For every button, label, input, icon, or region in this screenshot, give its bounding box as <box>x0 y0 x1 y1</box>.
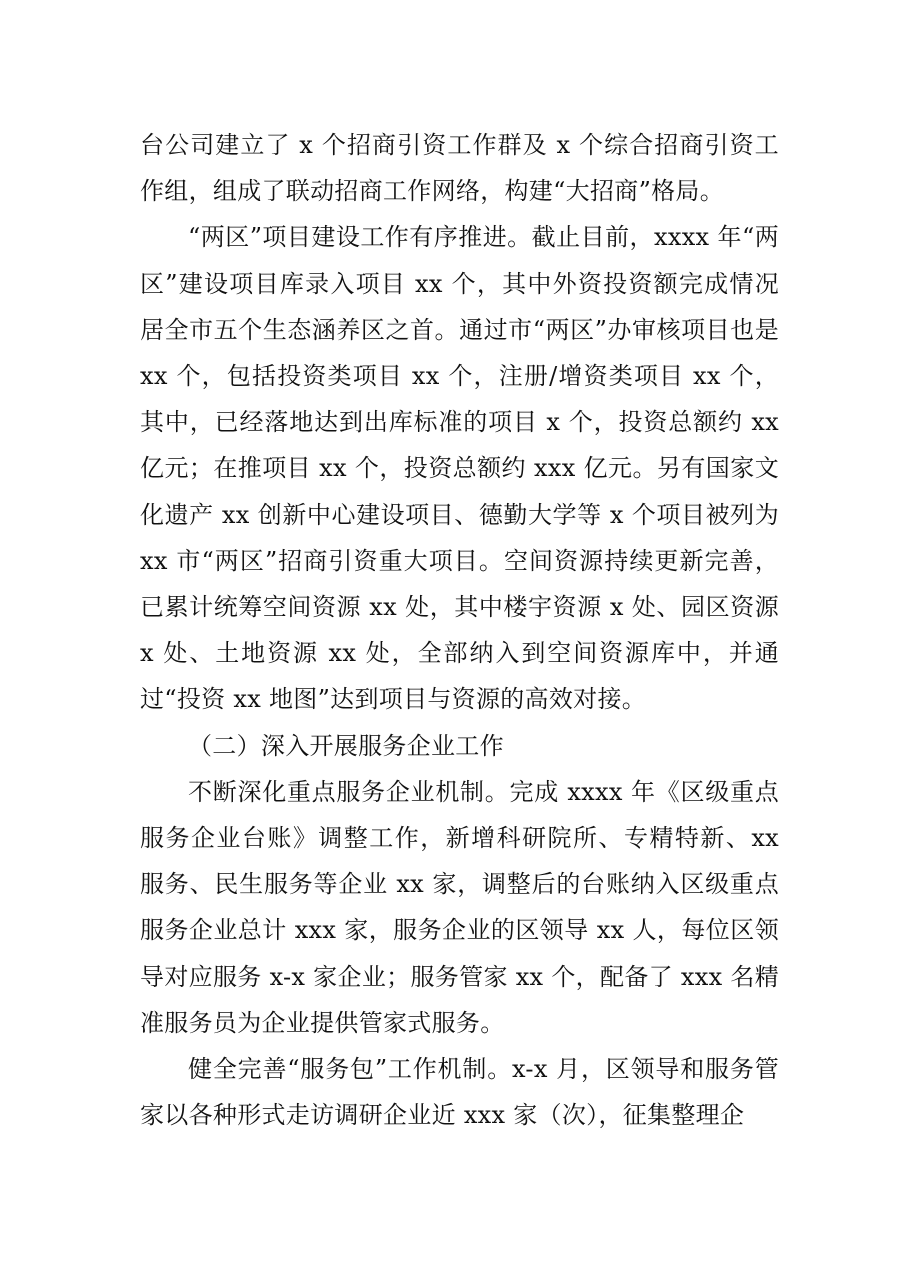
paragraph-service-package: 健全完善“服务包”工作机制。x-x 月，区领导和服务管家以各种形式走访调研企业近 xxx 家（次），征集整理企 <box>140 1055 779 1130</box>
paragraph-two-zones-projects: “两区”项目建设工作有序推进。截止目前，xxxx 年“两区”建设项目库录入项目 xx 个，其中外资投资额完成情况居全市五个生态涵养区之首。通过市“两区”办审核项目也是 xx 个，包括投资类项目 xx 个，注册/增资类项目 xx 个，其中，已经落地达到出库标准的项目 x 个，投资总额约 xx 亿元；在推项目 xx 个，投资总额约 xxx 亿元。另有国家文化遗产 xx 创新中心建设项目、德勤大学等 x 个项目被列为 xx 市“两区”招商引资重大项目。空间资源持续更新完善，已累计统筹空间资源 xx 处，其中楼宇资源 x 处、园区资源 x 处、土地资源 xx 处，全部纳入到空间资源库中，并通过“投资 xx 地图”达到项目与资源的高效对接。 <box>140 223 779 714</box>
section-heading: （二）深入开展服务企业工作 <box>188 731 504 760</box>
paragraph-continuation: 台公司建立了 x 个招商引资工作群及 x 个综合招商引资工作组，组成了联动招商工作网络，构建“大招商”格局。 <box>140 131 779 206</box>
paragraph-key-service-mechanism: 不断深化重点服务企业机制。完成 xxxx 年《区级重点服务企业台账》调整工作，新增科研院所、专精特新、xx 服务、民生服务等企业 xx 家，调整后的台账纳入区级重点服务企业总计 xxx 家，服务企业的区领导 xx 人，每位区领导对应服务 x-x 家企业；服务管家 xx 个，配备了 xxx 名精准服务员为企业提供管家式服务。 <box>140 777 779 1037</box>
